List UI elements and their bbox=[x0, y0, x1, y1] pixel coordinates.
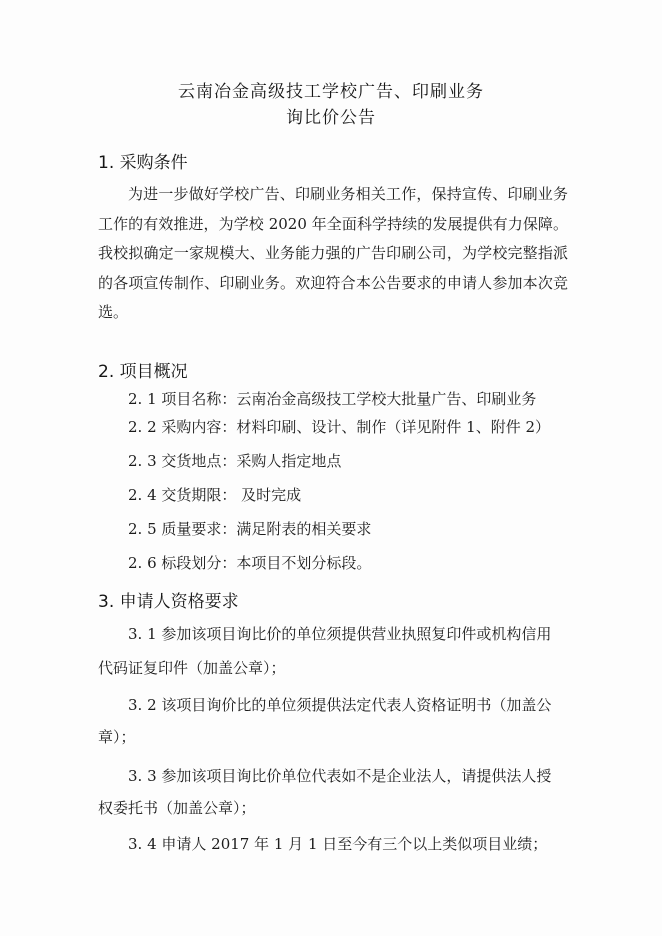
section3-heading: 3. 申请人资格要求 bbox=[98, 592, 239, 612]
section3-item1-line2: 代码证复印件（加盖公章）； bbox=[98, 659, 286, 677]
section3-item3-line2: 权委托书（加盖公章）； bbox=[98, 799, 256, 817]
section3-item2-line2: 章）； bbox=[98, 728, 136, 746]
section1-paragraph: 为进一步做好学校广告、印刷业务相关工作，保持宣传、印刷业务工作的有效推进，为学校 2020 年全面科学持续的发展提供有力保障。我校拟确定一家规模大、业务能力强的广告印刷公司，为学校完整指派的各项宣传制作、印刷业务。欢迎符合本公告要求的申请人参加本次竞选。 bbox=[98, 185, 568, 321]
section2-heading: 2. 项目概况 bbox=[98, 362, 188, 382]
section3-item3-line1: 3. 3 参加该项目询比价单位代表如不是企业法人，请提供法人授 bbox=[128, 767, 552, 785]
section3-item1-line1: 3. 1 参加该项目询比价的单位须提供营业执照复印件或机构信用 bbox=[128, 625, 552, 643]
section3-item2-line1: 3. 2 该项目询价比的单位须提供法定代表人资格证明书（加盖公 bbox=[128, 696, 552, 714]
section2-item-5: 2. 5 质量要求：满足附表的相关要求 bbox=[128, 520, 372, 538]
section1-heading: 1. 采购条件 bbox=[98, 153, 188, 173]
section2-item-3: 2. 3 交货地点：采购人指定地点 bbox=[128, 452, 342, 470]
document-title-line1: 云南冶金高级技工学校广告、印刷业务 bbox=[178, 82, 484, 102]
section2-item-2: 2. 2 采购内容：材料印刷、设计、制作（详见附件 1、附件 2） bbox=[128, 418, 551, 436]
section2-item-4: 2. 4 交货期限： 及时完成 bbox=[128, 486, 302, 504]
section2-item-6: 2. 6 标段划分：本项目不划分标段。 bbox=[128, 554, 372, 572]
document-title-line2: 询比价公告 bbox=[286, 108, 376, 128]
section3-item4-line1: 3. 4 申请人 2017 年 1 月 1 日至今有三个以上类似项目业绩； bbox=[128, 835, 548, 853]
section2-item-1: 2. 1 项目名称：云南冶金高级技工学校大批量广告、印刷业务 bbox=[128, 390, 537, 408]
